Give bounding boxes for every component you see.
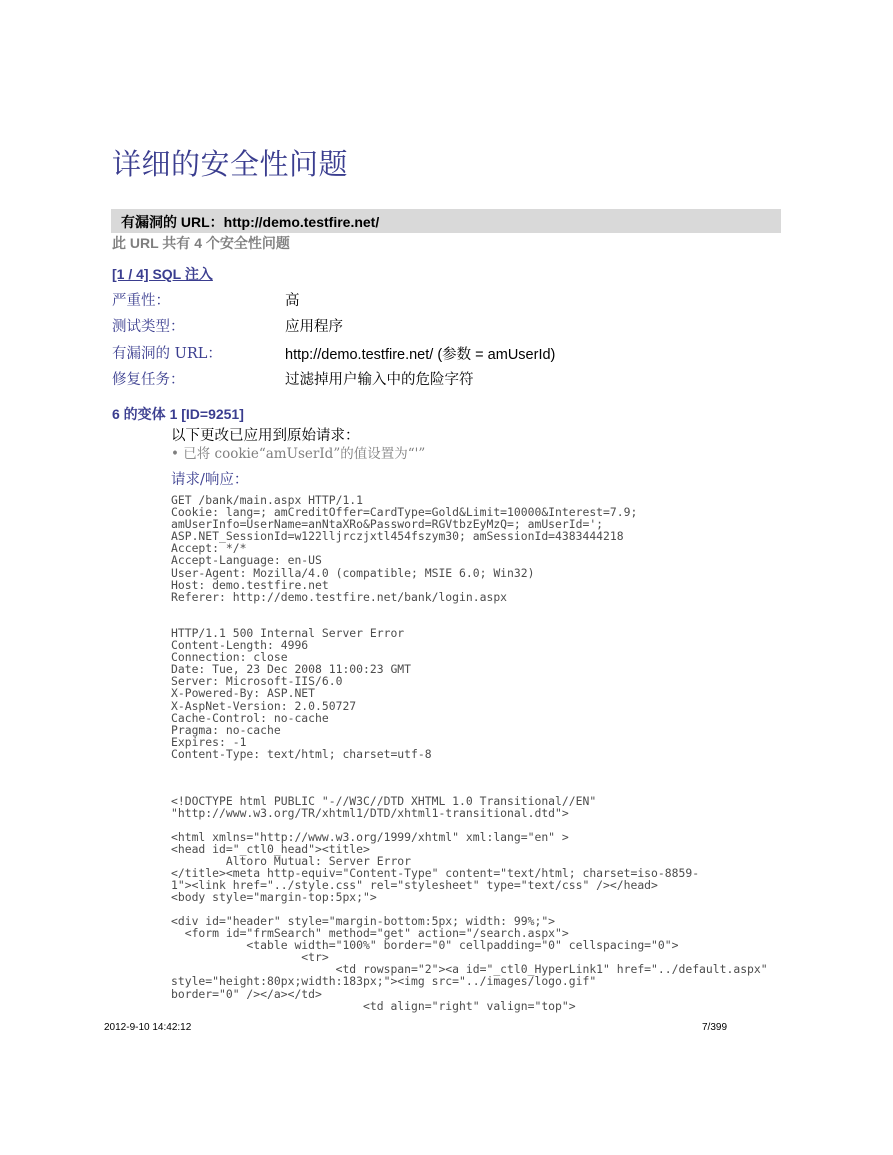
request-response-label: 请求/响应： — [171, 472, 249, 488]
issue-link-sql-injection[interactable]: [1 / 4] SQL 注入 — [112, 266, 213, 282]
test-type-value: 应用程序 — [285, 319, 343, 335]
variant-title: 6 的变体 1 [ID=9251] — [112, 406, 244, 422]
footer-page-number: 7/399 — [702, 1022, 728, 1033]
issue-count: 此 URL 共有 4 个安全性问题 — [112, 235, 290, 251]
vuln-url-value: http://demo.testfire.net/ (参数 = amUserId) — [285, 347, 556, 363]
fix-task-label: 修复任务： — [112, 372, 185, 388]
fix-task-value: 过滤掉用户输入中的危险字符 — [285, 372, 474, 388]
response-doctype: <!DOCTYPE html PUBLIC "-//W3C//DTD XHTML 1.0 Transitional//EN" "http://www.w3.org/TR/xhtml1/DTD/xhtml1-transitional.dtd"> — [171, 794, 597, 821]
footer-timestamp: 2012-9-10 14:42:12 — [104, 1022, 192, 1033]
severity-value: 高 — [285, 293, 300, 309]
page-title: 详细的安全性问题 — [112, 147, 349, 181]
http-response-headers: HTTP/1.1 500 Internal Server Error Content-Length: 4996 Connection: close Date: Tue, 23 Dec 2008 11:00:23 GMT Server: Microsoft-IIS/6.0 X-Powered-By: ASP.NET X-AspNet-Version: 2.0.50727 Cache-Control: no-cache Pragma: no-cache Expires: -1 Content-Type: text/html; charset=utf-8 — [171, 626, 432, 761]
severity-label: 严重性： — [112, 293, 170, 309]
vulnerable-url-label: 有漏洞的 URL：http://demo.testfire.net/ — [121, 214, 380, 230]
vulnerable-url-header — [111, 209, 781, 233]
changes-intro: 以下更改已应用到原始请求： — [171, 428, 360, 444]
http-request-block: GET /bank/main.aspx HTTP/1.1 Cookie: lang=; amCreditOffer=CardType=Gold&Limit=10000&Interest=7.9; amUserInfo=UserName=anNtaXRo&Password=RGVtbzEyMzQ=; amUserId='; ASP.NET_SessionId=w122lljrczjxtl454fszym30; amSessionId=4383444218 Accept: */* Accept-Language: en-US User-Agent: Mozilla/4.0 (compatible; MSIE 6.0; Win32) Host: demo.testfire.net Referer: http://demo.testfire.net/bank/login.aspx — [171, 493, 638, 604]
change-item: • 已将 cookie“amUserId”的值设置为“'” — [171, 446, 426, 462]
response-html-head: <html xmlns="http://www.w3.org/1999/xhtml" xml:lang="en" > <head id="_ctl0_head"><title> Altoro Mutual: Server Error </title><meta http-equiv="Content-Type" content="text/html; charset=iso-8859- 1"><link href="../style.css" rel="stylesheet" type="text/css" /></head> <body style="margin-top:5px;"> — [171, 830, 700, 905]
vuln-url-label: 有漏洞的 URL： — [112, 346, 222, 362]
test-type-label: 测试类型： — [112, 319, 185, 335]
response-html-body: <div id="header" style="margin-bottom:5px; width: 99%;"> <form id="frmSearch" method="get" action="/search.aspx"> <table width="100%" border="0" cellpadding="0" cellspacing="0"> <tr> <td rowspan="2"><a id="_ctl0_HyperLink1" href="../default.aspx" style="height:80px;width:183px;"><img src="../images/logo.gif" border="0" /></a></td> <td align="right" valign="top"> — [171, 914, 768, 1013]
